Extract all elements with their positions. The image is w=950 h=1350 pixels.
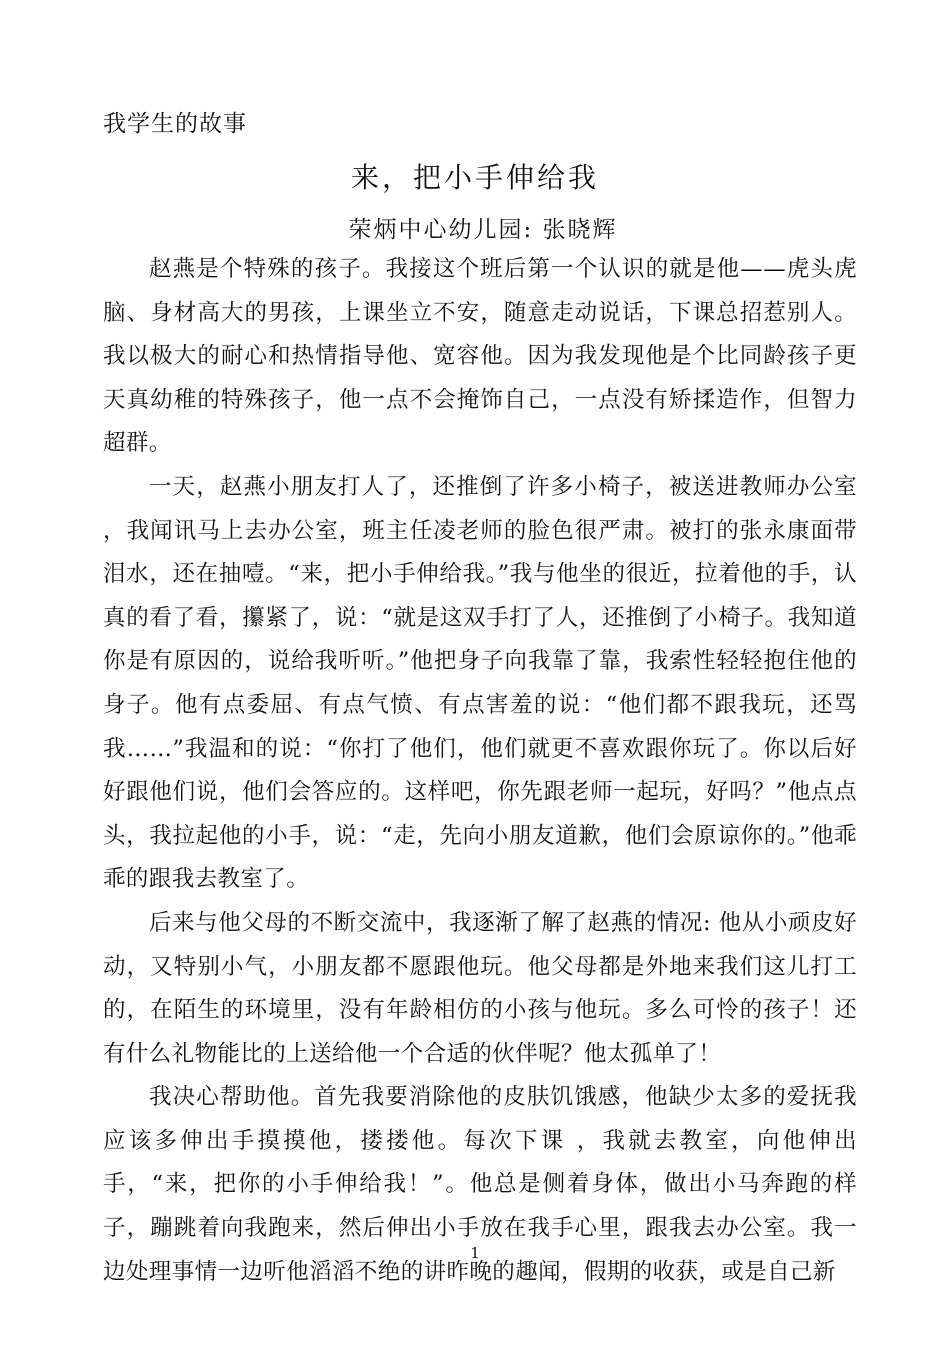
paragraph: 后来与他父母的不断交流中，我逐渐了解了赵燕的情况: 他从小顽皮好动，又特别小气，小朋友都不愿跟他玩。他父母都是外地来我们这儿打工的，在陌生的环境里，没有年龄相仿的小孩与他玩。多么可怜的孩子！还有什么礼物能比的上送给他一个合适的伙伴呢？他太孤单了！ [103,909,857,1067]
paragraph: 赵燕是个特殊的孩子。我接这个班后第一个认识的就是他——虎头虎脑、身材高大的男孩，上课坐立不安，随意走动说话，下课总招惹别人。我以极大的耐心和热情指导他、宽容他。因为我发现他是个比同龄孩子更天真幼稚的特殊孩子，他一点不会掩饰自己，一点没有矫揉造作，但智力超群。 [103,256,857,457]
article-title: 来，把小手伸给我 [350,161,599,194]
section-label: 我学生的故事 [103,111,247,137]
article-body [103,248,857,1294]
page-number: 1 [470,1244,480,1262]
author-byline: 荣炳中心幼儿园: 张晓辉 [348,217,618,243]
paragraph: 我决心帮助他。首先我要消除他的皮肤饥饿感，他缺少太多的爱抚我应该多伸出手摸摸他，搂搂他。每次下课 ，我就去教室，向他伸出手，“来，把你的小手伸给我！”。他总是侧着身体，做出小马奔跑的样子，蹦跳着向我跑来，然后伸出小手放在我手心里，跟我去办公室。我一边处理事情一边听他滔滔不绝的讲昨晚的趣闻，假期的收获，或是自己新 [103,1084,857,1285]
paragraph: 一天，赵燕小朋友打人了，还推倒了许多小椅子，被送进教师办公室 ，我闻讯马上去办公室，班主任凌老师的脸色很严肃。被打的张永康面带泪水，还在抽噎。“来，把小手伸给我。”我与他坐的很近，拉着他的手，认真的看了看，攥紧了，说：“就是这双手打了人，还推倒了小椅子。我知道你是有原因的，说给我听听。”他把身子向我靠了靠，我索性轻轻抱住他的身子。他有点委屈、有点气愤、有点害羞的说：“他们都不跟我玩，还骂我……”我温和的说：“你打了他们，他们就更不喜欢跟你玩了。你以后好好跟他们说，他们会答应的。这样吧，你先跟老师一起玩，好吗？”他点点头，我拉起他的小手，说：“走，先向小朋友道歉，他们会原谅你的。”他乖乖的跟我去教室了。 [103,473,857,893]
